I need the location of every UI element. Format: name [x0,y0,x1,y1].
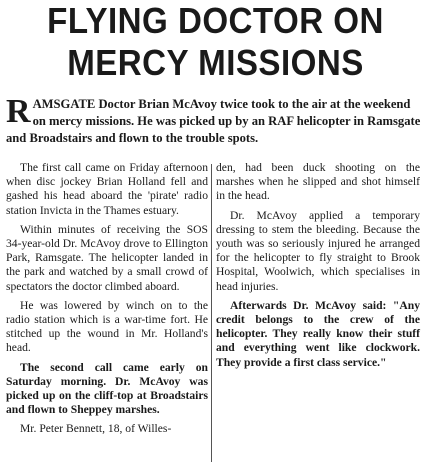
left-paragraph-5: Mr. Peter Bennett, 18, of Willes- [20,422,172,436]
drop-cap: R [6,93,31,130]
left-paragraph-1: The first call came on Friday afternoon when disc jockey Brian Holland fell and gashed his head aboard the 'pirate' radio station Invicta in the Thames estuary. [6,161,208,217]
left-paragraph-4: The second call came early on Saturday morning. Dr. McAvoy was picked up on the cliff-top at Broadstairs and flown to Sheppey marshes. [6,360,208,417]
right-paragraph-1: Dr. McAvoy applied a temporary dressing to stem the bleeding. Because the youth was so seriously injured he arranged for the helicopter to fly straight to Brook Hospital, Woolwich, which specialises in head injuries. [216,208,420,293]
right-paragraph-2: Afterwards Dr. McAvoy said: "Any credit belongs to the crew of the helicopter. They really know their stuff and everything went like clockwork. They provide a first class service." [216,298,420,369]
column-divider [211,164,212,462]
intro-paragraph [6,93,421,147]
right-continuation: den, had been duck shooting on the marshes when he slipped and shot himself in the head. [216,161,420,203]
left-paragraph-2: Within minutes of receiving the SOS 34-year-old Dr. McAvoy drove to Ellington Park, Ramsgate. The helicopter landed in the park and watched by a small crowd of spectators the doctor climbed aboard. [6,222,208,293]
intro-text: AMSGATE Doctor Brian McAvoy twice took to the air at the weekend on mercy missions. He was picked up by an RAF helicopter in Ramsgate and Broadstairs and flown to the trouble spots. [6,97,421,145]
left-paragraph-3: He was lowered by winch on to the radio station which is a war-time fort. He stitched up the wound in Mr. Holland's head. [6,298,208,355]
headline-line-2: MERCY MISSIONS [67,42,364,83]
left-column [6,161,208,442]
headline-line-1: FLYING DOCTOR ON [47,0,384,41]
right-column [216,161,420,375]
